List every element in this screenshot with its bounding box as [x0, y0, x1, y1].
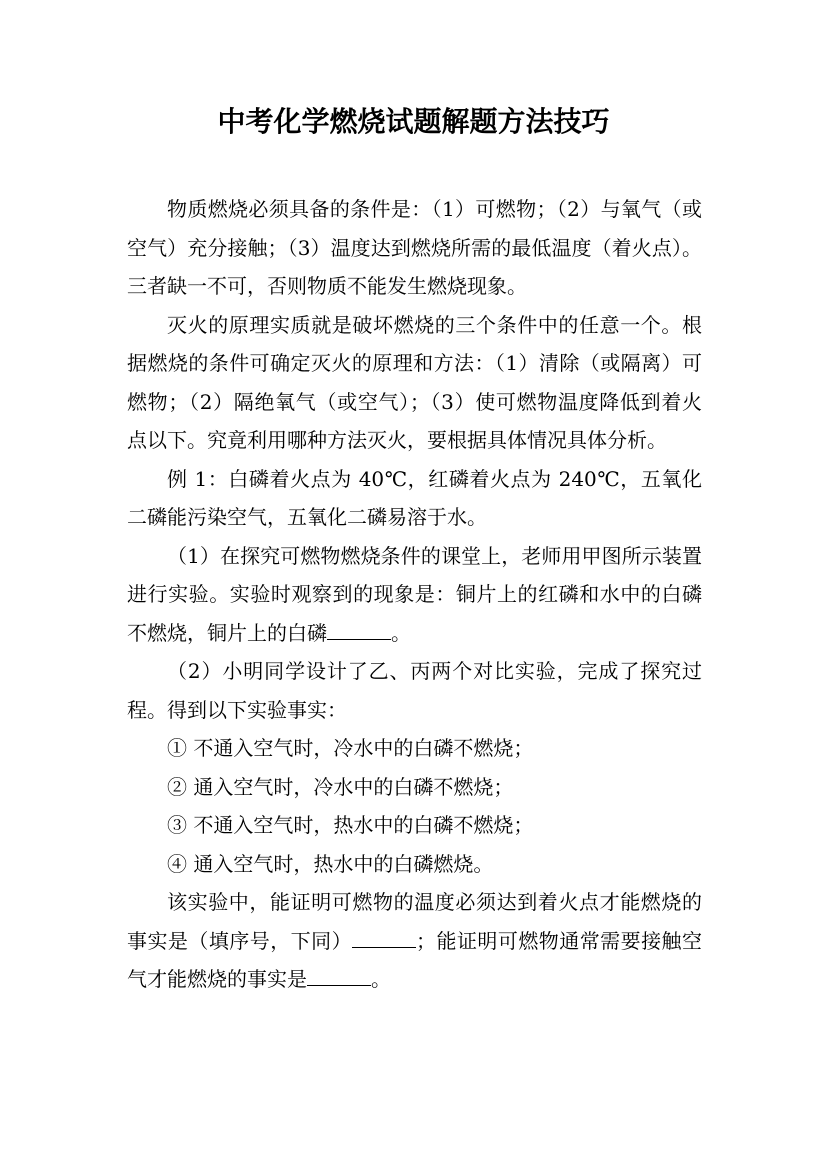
answer-blank: [327, 621, 391, 640]
question-1: [127, 537, 702, 653]
document-body: [127, 190, 702, 999]
page-title: 中考化学燃烧试题解题方法技巧: [217, 105, 610, 138]
question-2: （2）小明同学设计了乙、丙两个对比实验，完成了探究过程。得到以下实验事实：: [127, 659, 702, 722]
answer-blank: [307, 967, 371, 986]
final-question-part-b: ；能证明可燃物通常需要接触空气才能燃烧的事实是: [127, 928, 703, 991]
fact-item-1: ① 不通入空气时，冷水中的白磷不燃烧；: [167, 736, 534, 760]
paragraph-extinguishing-principle: 灭火的原理实质就是破坏燃烧的三个条件中的任意一个。根据燃烧的条件可确定灭火的原理和方法：（1）清除（或隔离）可燃物；（2）隔绝氧气（或空气）；（3）使可燃物温度降低到着火点以下。究竟利用哪种方法灭火，要根据具体情况具体分析。: [127, 312, 702, 452]
final-question-part-a: 该实验中，能证明可燃物的温度必须达到着火点才能燃烧的事实是（填序号，下同）: [127, 890, 702, 953]
answer-blank: [352, 929, 416, 948]
paragraph-example-1: 例 1：白磷着火点为 40℃，红磷着火点为 240℃，五氧化二磷能污染空气，五氧化二磷易溶于水。: [127, 466, 702, 529]
question-1-end: 。: [391, 620, 411, 645]
final-question-end: 。: [371, 967, 391, 991]
paragraph-combustion-conditions: 物质燃烧必须具备的条件是：（1）可燃物；（2）与氧气（或空气）充分接触；（3）温度达到燃烧所需的最低温度（着火点）。三者缺一不可，否则物质不能发生燃烧现象。: [127, 197, 702, 298]
fact-item-3: ③ 不通入空气时，热水中的白磷不燃烧；: [167, 813, 534, 837]
fact-item-4: ④ 通入空气时，热水中的白磷燃烧。: [167, 851, 494, 876]
question-1-text: （1）在探究可燃物燃烧条件的课堂上，老师用甲图所示装置进行实验。实验时观察到的现象是：铜片上的红磷和水中的白磷不燃烧，铜片上的白磷: [127, 543, 702, 645]
fact-item-2: ② 通入空气时，冷水中的白磷不燃烧；: [167, 774, 514, 799]
final-question: [127, 883, 702, 999]
